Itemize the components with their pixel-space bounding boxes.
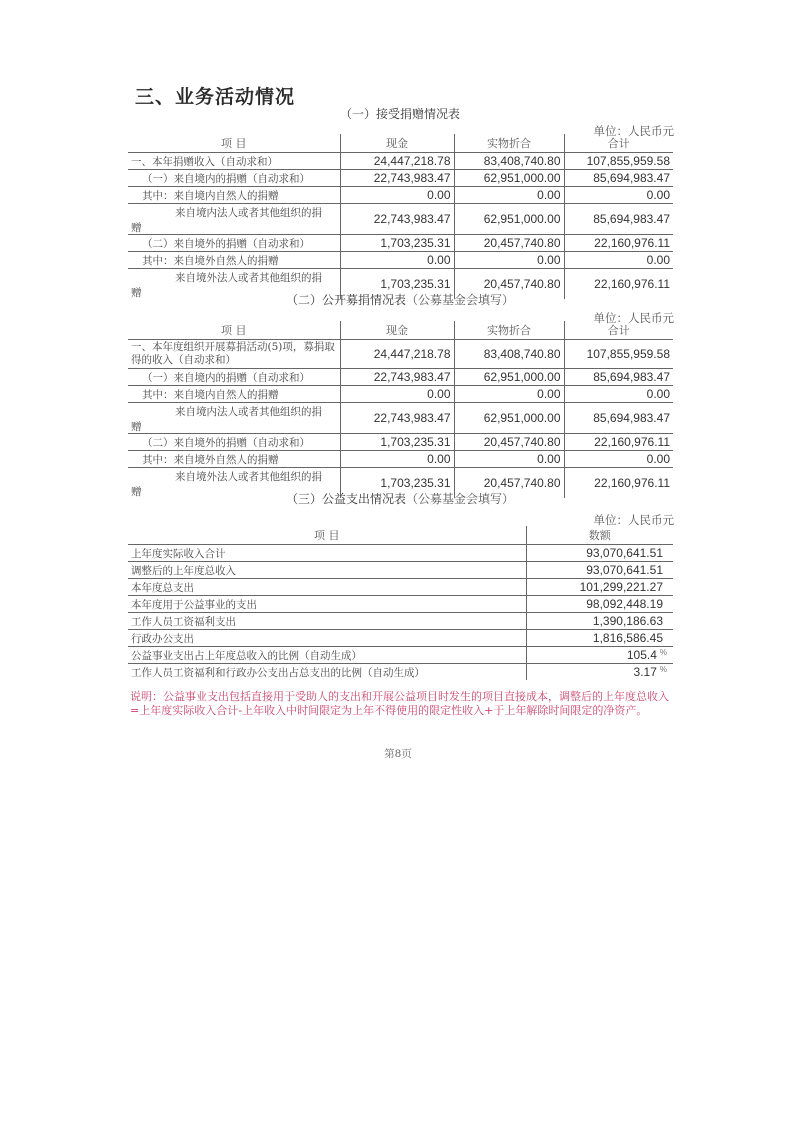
header-cash: 现金 (340, 134, 454, 153)
cash-value: 24,447,218.78 (340, 340, 454, 369)
row-label: 其中：来自境外自然人的捐赠 (128, 252, 340, 269)
total-value: 107,855,959.58 (564, 340, 673, 369)
in-kind-value: 62,951,000.00 (454, 204, 564, 235)
table3-caption (125, 490, 675, 507)
row-label: 其中：来自境内自然人的捐赠 (128, 386, 340, 403)
row-label (128, 204, 340, 235)
table1-caption-text: （一）接受捐赠情况表 (339, 107, 460, 121)
cash-value: 1,703,235.31 (340, 468, 454, 499)
header-in-kind: 实物折合 (454, 321, 564, 340)
table-row (128, 434, 673, 451)
row-label-line2: 赠 (131, 486, 142, 498)
table-row (128, 340, 673, 369)
in-kind-value: 0.00 (454, 187, 564, 204)
row-label: 其中：来自境内自然人的捐赠 (128, 187, 340, 204)
row-label-line1: 来自境内法人或者其他组织的捐 (175, 207, 322, 219)
amount-value: 1,390,186.63 (526, 613, 673, 630)
header-item: 项 目 (128, 526, 526, 545)
in-kind-value: 83,408,740.80 (454, 340, 564, 369)
row-label: （二）来自境外的捐赠（自动求和） (128, 235, 340, 252)
table-row (128, 153, 673, 170)
row-label: 工作人员工资福利支出 (128, 613, 526, 630)
table1-donations-received (128, 134, 673, 299)
table-row (128, 386, 673, 403)
cash-value: 0.00 (340, 187, 454, 204)
table-row (128, 579, 673, 596)
row-label-line2: 赠 (131, 287, 142, 299)
table3-caption-note: （公募基金会填写） (406, 492, 515, 506)
row-label: 一、本年度组织开展募捐活动(5)项，募捐取得的收入（自动求和） (128, 340, 340, 369)
table3-unit: 单位：人民币元 (593, 513, 674, 527)
ratio-value: 105.4 (626, 648, 657, 662)
table3-header-row (128, 526, 673, 545)
total-value: 22,160,976.11 (564, 434, 673, 451)
in-kind-value: 20,457,740.80 (454, 235, 564, 252)
table2-unit: 单位：人民币元 (593, 311, 674, 325)
table2-caption (125, 291, 675, 308)
cash-value: 22,743,983.47 (340, 170, 454, 187)
table-row (128, 204, 673, 235)
ratio-cell (526, 664, 673, 681)
cash-value: 24,447,218.78 (340, 153, 454, 170)
cash-value: 22,743,983.47 (340, 204, 454, 235)
amount-value: 98,092,448.19 (526, 596, 673, 613)
header-total: 合计 (564, 134, 673, 153)
amount-value: 101,299,221.27 (526, 579, 673, 596)
in-kind-value: 20,457,740.80 (454, 269, 564, 300)
total-value: 85,694,983.47 (564, 369, 673, 386)
row-label-line1: 来自境外法人或者其他组织的捐 (175, 471, 322, 483)
in-kind-value: 83,408,740.80 (454, 153, 564, 170)
table2-header-row (128, 321, 673, 340)
cash-value: 22,743,983.47 (340, 369, 454, 386)
row-label: 其中：来自境外自然人的捐赠 (128, 451, 340, 468)
total-value: 22,160,976.11 (594, 476, 670, 490)
table-row (128, 369, 673, 386)
percent-sign: % (659, 665, 667, 674)
section-title: 三、业务活动情况 (135, 86, 296, 108)
cash-value: 1,703,235.31 (340, 434, 454, 451)
amount-value: 93,070,641.51 (526, 562, 673, 579)
in-kind-value: 0.00 (454, 252, 564, 269)
row-label: 一、本年捐赠收入（自动求和） (128, 153, 340, 170)
table1-unit: 单位：人民币元 (593, 124, 674, 138)
table3-caption-text: （三）公益支出情况表 (285, 492, 406, 506)
in-kind-value: 0.00 (454, 451, 564, 468)
table-row (128, 545, 673, 562)
percent-sign: % (659, 648, 667, 657)
total-value: 0.00 (564, 187, 673, 204)
row-label: 工作人员工资福利和行政办公支出占总支出的比例（自动生成） (128, 664, 526, 681)
total-value: 107,855,959.58 (564, 153, 673, 170)
in-kind-value: 20,457,740.80 (454, 468, 564, 499)
page-number: 第8页 (384, 748, 412, 760)
total-value: 85,694,983.47 (564, 170, 673, 187)
total-value: 85,694,983.47 (564, 403, 673, 434)
cash-value: 1,703,235.31 (340, 269, 454, 300)
table1-caption (125, 105, 675, 122)
explanatory-note: 说明：公益事业支出包括直接用于受助人的支出和开展公益项目时发生的项目直接成本，调整后的上年度总收入=上年度实际收入合计-上年收入中时间限定为上年不得使用的限定性收入+于上年解除时间限定的净资产。 (130, 690, 669, 717)
table2-public-fundraising (128, 321, 673, 498)
row-label: 上年度实际收入合计 (128, 545, 526, 562)
row-label: （二）来自境外的捐赠（自动求和） (128, 434, 340, 451)
amount-value: 1,816,586.45 (526, 630, 673, 647)
amount-value: 93,070,641.51 (526, 545, 673, 562)
row-label: （一）来自境内的捐赠（自动求和） (128, 369, 340, 386)
header-item: 项 目 (128, 321, 340, 340)
total-value: 0.00 (564, 386, 673, 403)
table-row (128, 630, 673, 647)
table-row (128, 403, 673, 434)
row-label-line1: 来自境内法人或者其他组织的捐 (175, 406, 322, 418)
table-row (128, 170, 673, 187)
table-row (128, 562, 673, 579)
ratio-cell (526, 647, 673, 664)
header-total: 合计 (564, 321, 673, 340)
table3-charity-expenditure (128, 526, 673, 680)
cash-value: 22,743,983.47 (340, 403, 454, 434)
in-kind-value: 62,951,000.00 (454, 170, 564, 187)
row-label-line2: 赠 (131, 421, 142, 433)
total-value: 85,694,983.47 (564, 204, 673, 235)
row-label: 调整后的上年度总收入 (128, 562, 526, 579)
table1-header-row (128, 134, 673, 153)
table-row (128, 664, 673, 681)
ratio-value: 3.17 (633, 665, 657, 679)
in-kind-value: 62,951,000.00 (454, 403, 564, 434)
table-row (128, 252, 673, 269)
header-in-kind: 实物折合 (454, 134, 564, 153)
table-row (128, 647, 673, 664)
row-label-line1: 来自境外法人或者其他组织的捐 (175, 272, 322, 284)
header-cash: 现金 (340, 321, 454, 340)
table-row (128, 451, 673, 468)
table2-caption-text: （二）公开募捐情况表 (285, 293, 406, 307)
header-amount: 数额 (526, 526, 673, 545)
total-value: 22,160,976.11 (594, 277, 670, 291)
table-row (128, 596, 673, 613)
row-label: （一）来自境内的捐赠（自动求和） (128, 170, 340, 187)
total-value: 22,160,976.11 (564, 235, 673, 252)
row-label: 本年度总支出 (128, 579, 526, 596)
header-item: 项 目 (128, 134, 340, 153)
total-value: 0.00 (564, 252, 673, 269)
row-label: 本年度用于公益事业的支出 (128, 596, 526, 613)
total-value: 0.00 (564, 451, 673, 468)
row-label: 公益事业支出占上年度总收入的比例（自动生成） (128, 647, 526, 664)
table-row (128, 613, 673, 630)
cash-value: 0.00 (340, 451, 454, 468)
table2-caption-note: （公募基金会填写） (406, 293, 515, 307)
table-row (128, 187, 673, 204)
in-kind-value: 62,951,000.00 (454, 369, 564, 386)
cash-value: 1,703,235.31 (340, 235, 454, 252)
in-kind-value: 0.00 (454, 386, 564, 403)
cash-value: 0.00 (340, 252, 454, 269)
cash-value: 0.00 (340, 386, 454, 403)
row-label (128, 403, 340, 434)
in-kind-value: 20,457,740.80 (454, 434, 564, 451)
row-label: 行政办公支出 (128, 630, 526, 647)
row-label-line2: 赠 (131, 222, 142, 234)
table-row (128, 235, 673, 252)
